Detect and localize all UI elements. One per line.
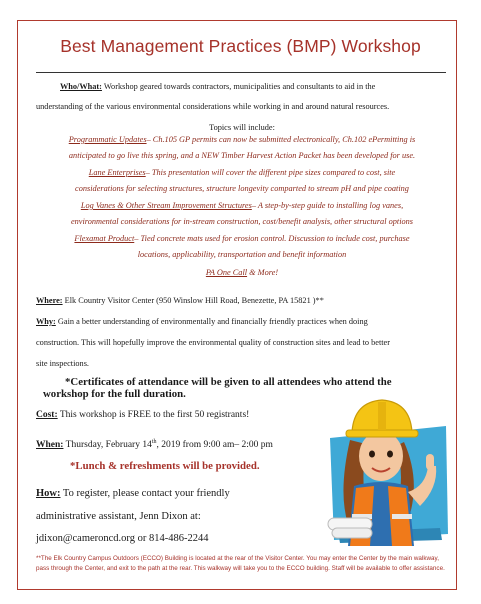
topic-lane <box>36 167 448 179</box>
programmatic-link[interactable]: Programmatic Updates <box>68 135 147 144</box>
when-label: When: <box>36 440 64 451</box>
how-label: How: <box>36 488 61 499</box>
flexamat-text2-span: locations, applicability, transportation and benefit information <box>137 250 347 259</box>
where-label: Where: <box>36 296 63 305</box>
programmatic-text2 <box>36 150 448 162</box>
paonecall-link[interactable]: PA One Call <box>205 268 248 277</box>
how-text1: To register, please contact your friendly <box>60 488 230 499</box>
when-text-sup: th <box>151 439 157 445</box>
footnote: **The Elk Country Campus Outdoors (ECCO) Building is located at the rear of the Visitor Center. You may enter the Center by the main walkway, pass through the Center, and exit to the path at the rear. This walkway will take you to the ECCO building. Staff will be available to offer assistance. <box>36 555 445 572</box>
lunch-note: *Lunch & refreshments will be provided. <box>70 460 260 472</box>
construction-worker-illustration <box>308 382 454 546</box>
who-line1 <box>60 81 452 92</box>
why-label: Why: <box>36 317 56 326</box>
lane-text1: – This presentation will cover the different pipe sizes compared to cost, site <box>145 168 396 177</box>
lane-text2-span: considerations for selecting structures, structure longevity comparted to stream pH and pipe coating <box>75 184 409 193</box>
why-text1: Gain a better understanding of environmentally and financially friendly practices when doing <box>55 317 368 326</box>
why-text3: site inspections. <box>36 359 90 368</box>
logvanes-text2-span: environmental considerations for in-stream construction, cost/benefit analysis, other structural options <box>70 217 414 226</box>
programmatic-text2-span: anticipated to go live this spring, and a NEW Timber Harvest Action Packet has been developed for use. <box>68 151 416 160</box>
title-divider <box>36 72 446 73</box>
lane-text2 <box>36 183 448 195</box>
when-line <box>36 437 326 451</box>
topic-logvanes <box>36 200 448 212</box>
topics-heading: Topics will include: <box>209 123 275 132</box>
logvanes-link[interactable]: Log Vanes & Other Stream Improvement Structures <box>80 201 252 210</box>
how-line1 <box>36 488 230 500</box>
where-line <box>36 295 448 306</box>
why-text2: construction. This will hopefully improve the environmental quality of construction sites and lead to better <box>36 338 390 347</box>
certificate-line1: *Certificates of attendance will be given to all attendees who attend the <box>65 376 392 388</box>
flexamat-link[interactable]: Flexamat Product <box>74 234 135 243</box>
who-text1: Workshop geared towards contractors, municipalities and consultants to aid in the <box>101 82 376 91</box>
programmatic-text1: – Ch.105 GP permits can now be submitted electronically, Ch.102 ePermitting is <box>146 135 416 144</box>
paonecall-rest: & More! <box>247 268 279 277</box>
flexamat-text1: – Tied concrete mats used for erosion control. Discussion to include cost, purchase <box>134 234 410 243</box>
logvanes-text1: – A step-by-step guide to installing log vanes, <box>251 201 404 210</box>
how-text2: administrative assistant, Jenn Dixon at: <box>36 511 201 522</box>
where-text: Elk Country Visitor Center (950 Winslow Hill Road, Benezette, PA 15821 )** <box>62 296 324 305</box>
why-line1 <box>36 316 452 327</box>
lane-link[interactable]: Lane Enterprises <box>88 168 146 177</box>
certificate-line2: workshop for the full duration. <box>43 388 186 400</box>
cost-line <box>36 410 336 421</box>
topic-programmatic <box>36 134 448 146</box>
how-contact[interactable]: jdixon@cameroncd.org or 814-486-2244 <box>36 533 209 544</box>
topic-paonecall <box>36 267 448 279</box>
flexamat-text2 <box>36 249 448 261</box>
who-text2: understanding of the various environmental considerations while working in and around natural resources. <box>36 102 390 111</box>
logvanes-text2 <box>36 216 448 228</box>
when-text-post: , 2019 from 9:00 am– 2:00 pm <box>156 440 273 451</box>
cost-label: Cost: <box>36 410 58 420</box>
cost-text: This workshop is FREE to the first 50 registrants! <box>57 410 250 420</box>
topic-flexamat <box>36 233 448 245</box>
page-title: Best Management Practices (BMP) Workshop <box>60 36 421 56</box>
who-label: Who/What: <box>60 82 102 91</box>
when-text-pre: Thursday, February 14 <box>63 440 152 451</box>
